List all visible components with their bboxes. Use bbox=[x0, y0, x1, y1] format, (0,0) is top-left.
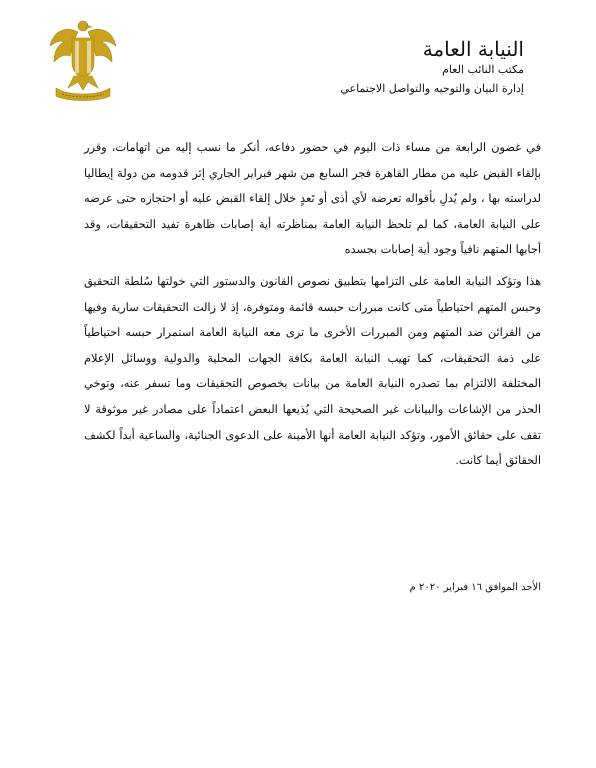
statement-body bbox=[84, 135, 541, 474]
paragraph-1: في غضون الرابعة من مساء ذات اليوم في حضور دفاعه، أنكر ما نسب إليه من اتهامات، وقرر بإلقاء القبض عليه من مطار القاهرة فجر السابع من شهر فبراير الجاري إثر قدومه من دولة إيطاليا لدراسته بها ، ولم يُدلِ بأقواله تعرضه لأي أذى أو تَعدٍ خلال إلقاء القبض عليه أو احتجازه حتى عرضه على النيابة العامة، كما لم تلحظ النيابة العامة بمناظرته أية إصابات ظاهرة تفيد التحقيقات، وقد أجابها المتهم نافياً وجود أية إصابات بجسده bbox=[84, 141, 541, 257]
statement-date: الأحد الموافق ١٦ فبراير ٢٠٢٠ م bbox=[409, 582, 541, 593]
office-subtitle: مكتب النائب العام bbox=[442, 63, 524, 76]
paragraph-2: هذا وتؤكد النيابة العامة على التزامها بتطبيق نصوص القانون والدستور التي خولتها سُلطة التحقيق وحبس المتهم احتياطياً متى كانت مبررات حبسه قائمة ومتوفرة، إذ لا زالت التحقيقات سارية وفيها من القرائن ضد المتهم ومن المبررات الأخرى ما ترى معه النيابة العامة استمرار حبسه احتياطياً على ذمة التحقيقات، كما تهيب النيابة العامة بكافة الجهات المحلية والدولية ووسائل الإعلام المختلفة الالتزام بما تصدره النيابة العامة من بيانات بخصوص التحقيقات وما تسفر عنه، وتوخي الحذر من الإشاعات والبيانات غير الصحيحة التي يُذيعها البعض اعتماداً على مصادر غير موثوقة لا تقف على حقائق الأمور، وتؤكد النيابة العامة أنها الأمينة على الدعوى الجنائية، والساعية أبداً لكشف الحقائق أيما كانت. bbox=[84, 274, 541, 468]
department-name: إدارة البيان والتوجيه والتواصل الاجتماعي bbox=[340, 82, 524, 95]
letterhead bbox=[340, 36, 524, 98]
egypt-eagle-emblem-icon bbox=[48, 16, 118, 102]
office-title: النيابة العامة bbox=[422, 37, 524, 61]
